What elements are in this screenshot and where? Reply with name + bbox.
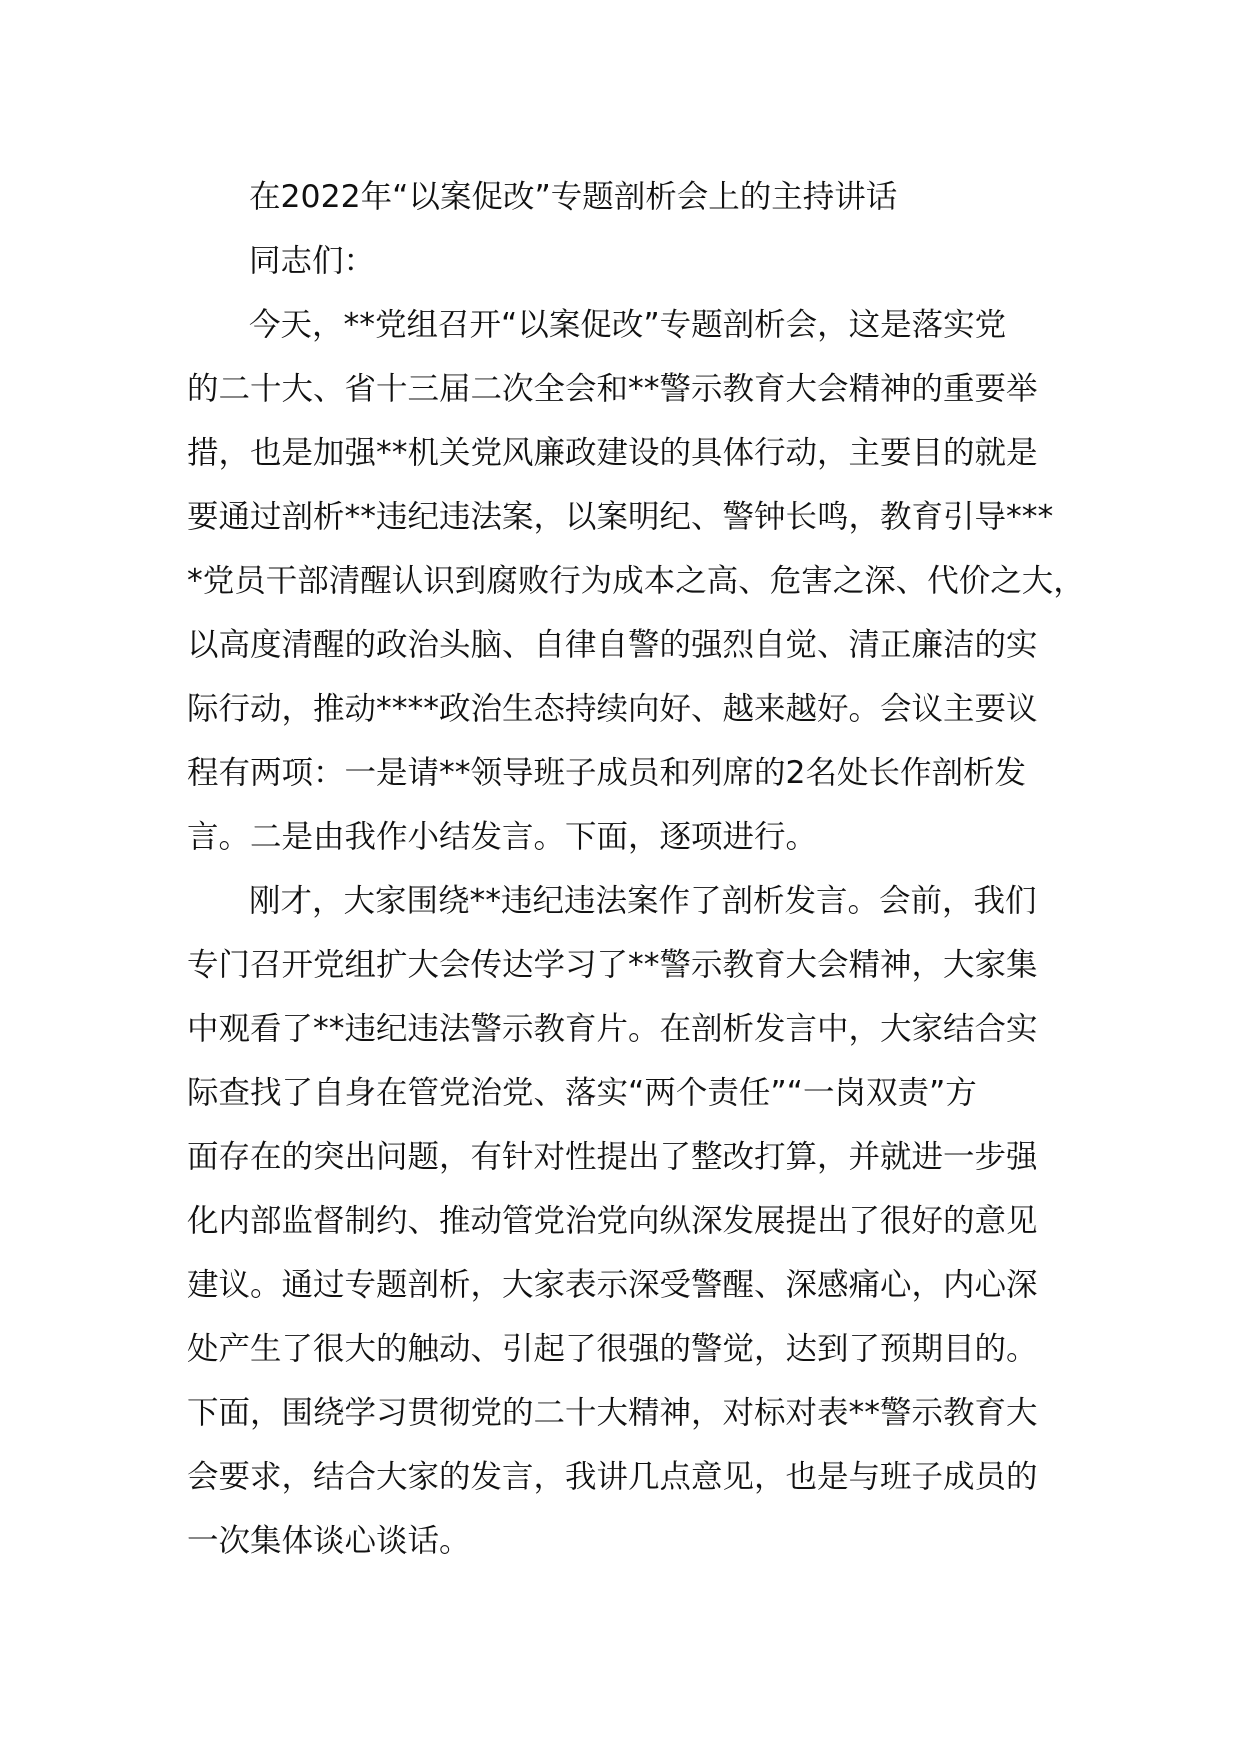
paragraph-2-line-10: 会要求，结合大家的发言，我讲几点意见，也是与班子成员的 (187, 1459, 1038, 1495)
paragraph-1-line-9: 言。二是由我作小结发言。下面，逐项进行。 (187, 819, 818, 855)
paragraph-1-line-1: 今天，**党组召开“以案促改”专题剖析会，这是落实党 (249, 307, 1007, 343)
paragraph-2-line-8: 处产生了很大的触动、引起了很强的警觉，达到了预期目的。 (187, 1331, 1038, 1367)
paragraph-2-line-3: 中观看了**违纪违法警示教育片。在剖析发言中，大家结合实 (187, 1011, 1038, 1047)
paragraph-1-line-6: 以高度清醒的政治头脑、自律自警的强烈自觉、清正廉洁的实 (187, 627, 1038, 663)
paragraph-2-line-5: 面存在的突出问题，有针对性提出了整改打算，并就进一步强 (187, 1139, 1038, 1175)
salutation: 同志们： (249, 243, 376, 279)
paragraph-1-line-2: 的二十大、省十三届二次全会和**警示教育大会精神的重要举 (187, 371, 1038, 407)
paragraph-1-line-3: 措，也是加强**机关党风廉政建设的具体行动，主要目的就是 (187, 435, 1038, 471)
paragraph-1-line-8: 程有两项：一是请**领导班子成员和列席的2名处长作剖析发 (187, 755, 1027, 791)
paragraph-1-line-7: 际行动，推动****政治生态持续向好、越来越好。会议主要议 (187, 691, 1038, 727)
paragraph-2-line-6: 化内部监督制约、推动管党治党向纵深发展提出了很好的意见 (187, 1203, 1038, 1239)
paragraph-2-line-4: 际查找了自身在管党治党、落实“两个责任”“一岗双责”方 (187, 1075, 977, 1111)
paragraph-2-line-2: 专门召开党组扩大会传达学习了**警示教育大会精神，大家集 (187, 947, 1038, 983)
paragraph-2-line-1: 刚才，大家围绕**违纪违法案作了剖析发言。会前，我们 (249, 883, 1037, 919)
paragraph-1-line-4: 要通过剖析**违纪违法案，以案明纪、警钟长鸣，教育引导*** (187, 499, 1054, 535)
document-title: 在2022年“以案促改”专题剖析会上的主持讲话 (249, 179, 898, 215)
paragraph-2-line-9: 下面，围绕学习贯彻党的二十大精神，对标对表**警示教育大 (187, 1395, 1038, 1431)
document-body (187, 165, 1085, 1573)
paragraph-2-line-7: 建议。通过专题剖析，大家表示深受警醒、深感痛心，内心深 (187, 1267, 1038, 1303)
paragraph-1-line-5: *党员干部清醒认识到腐败行为成本之高、危害之深、代价之大， (187, 563, 1085, 599)
paragraph-2-line-11: 一次集体谈心谈话。 (187, 1523, 471, 1559)
